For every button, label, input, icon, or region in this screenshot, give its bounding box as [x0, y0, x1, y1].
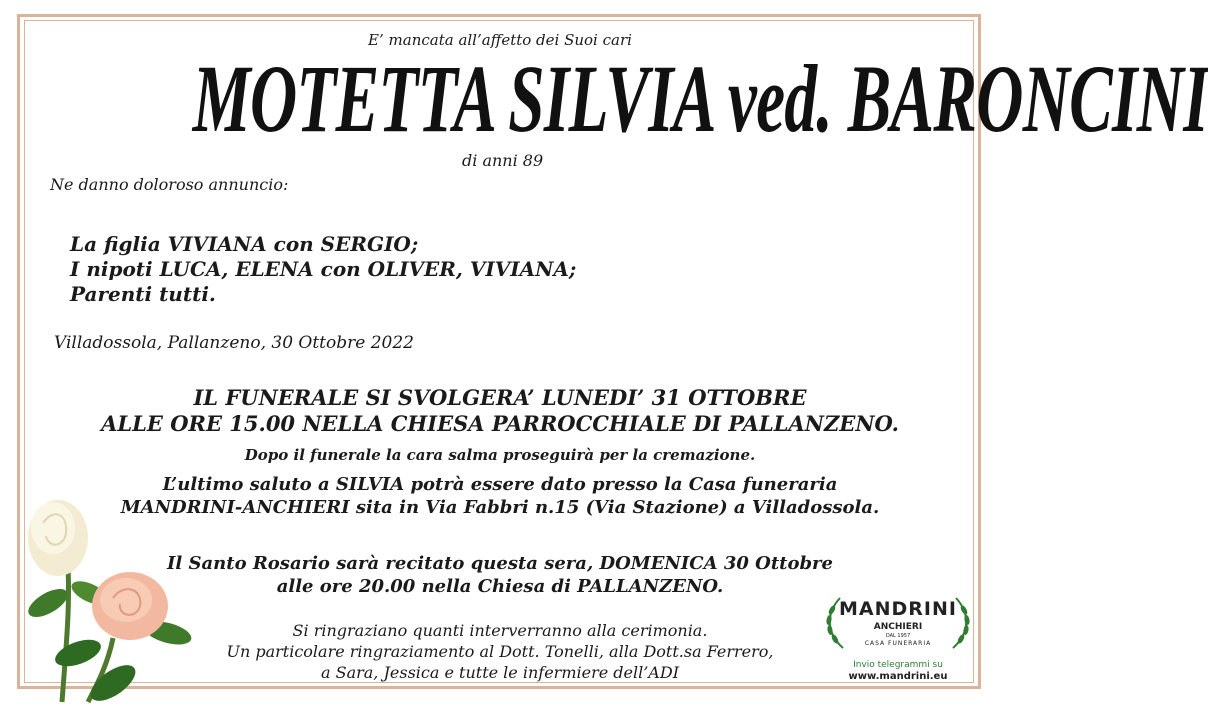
intro-line: E’ mancata all’affetto dei Suoi cari — [368, 31, 632, 49]
place-date: Villadossola, Pallanzeno, 30 Ottobre 2022 — [54, 333, 414, 353]
thanks-line: Un particolare ringraziamento al Dott. Tonelli, alla Dott.sa Ferrero, — [226, 642, 774, 661]
funeral-line: ALLE ORE 15.00 NELLA CHIESA PARROCCHIALE DI PALLANZENO. — [101, 411, 899, 436]
cremation-line: Dopo il funerale la cara salma proseguirà per la cremazione. — [244, 446, 756, 464]
logo-telegram: Invio telegrammi su — [853, 660, 943, 670]
funeral-home-logo — [818, 588, 978, 688]
funeral-line: IL FUNERALE SI SVOLGERA’ LUNEDI’ 31 OTTOBRE — [193, 385, 807, 410]
farewell-line: MANDRINI-ANCHIERI sita in Via Fabbri n.15 (Via Stazione) a Villadossola. — [120, 497, 880, 518]
deceased-name: MOTETTA SILVIA ved. BARONCINI — [192, 45, 1208, 152]
rosary-line: Il Santo Rosario sarà recitato questa sera, DOMENICA 30 Ottobre — [166, 553, 833, 574]
age-line: di anni 89 — [462, 151, 544, 170]
thanks-line: Si ringraziano quanti interverranno alla cerimonia. — [292, 621, 708, 640]
family-line: La figlia VIVIANA con SERGIO; — [70, 232, 419, 256]
logo-type: CASA FUNERARIA — [864, 640, 932, 647]
farewell-line: L’ultimo saluto a SILVIA potrà essere dato presso la Casa funeraria — [162, 474, 838, 495]
roses-illustration — [18, 488, 198, 703]
logo-brand: MANDRINI — [839, 598, 957, 620]
rosary-line: alle ore 20.00 nella Chiesa di PALLANZENO. — [276, 576, 724, 597]
logo-website: www.mandrini.eu — [848, 671, 948, 682]
logo-sub: ANCHIERI — [873, 622, 923, 632]
family-line: I nipoti LUCA, ELENA con OLIVER, VIVIANA; — [70, 257, 577, 281]
announce-line: Ne danno doloroso annuncio: — [50, 175, 289, 194]
logo-since: DAL 1957 — [885, 633, 911, 639]
thanks-line: a Sara, Jessica e tutte le infermiere dell’ADI — [320, 663, 680, 682]
family-line: Parenti tutti. — [70, 282, 216, 306]
